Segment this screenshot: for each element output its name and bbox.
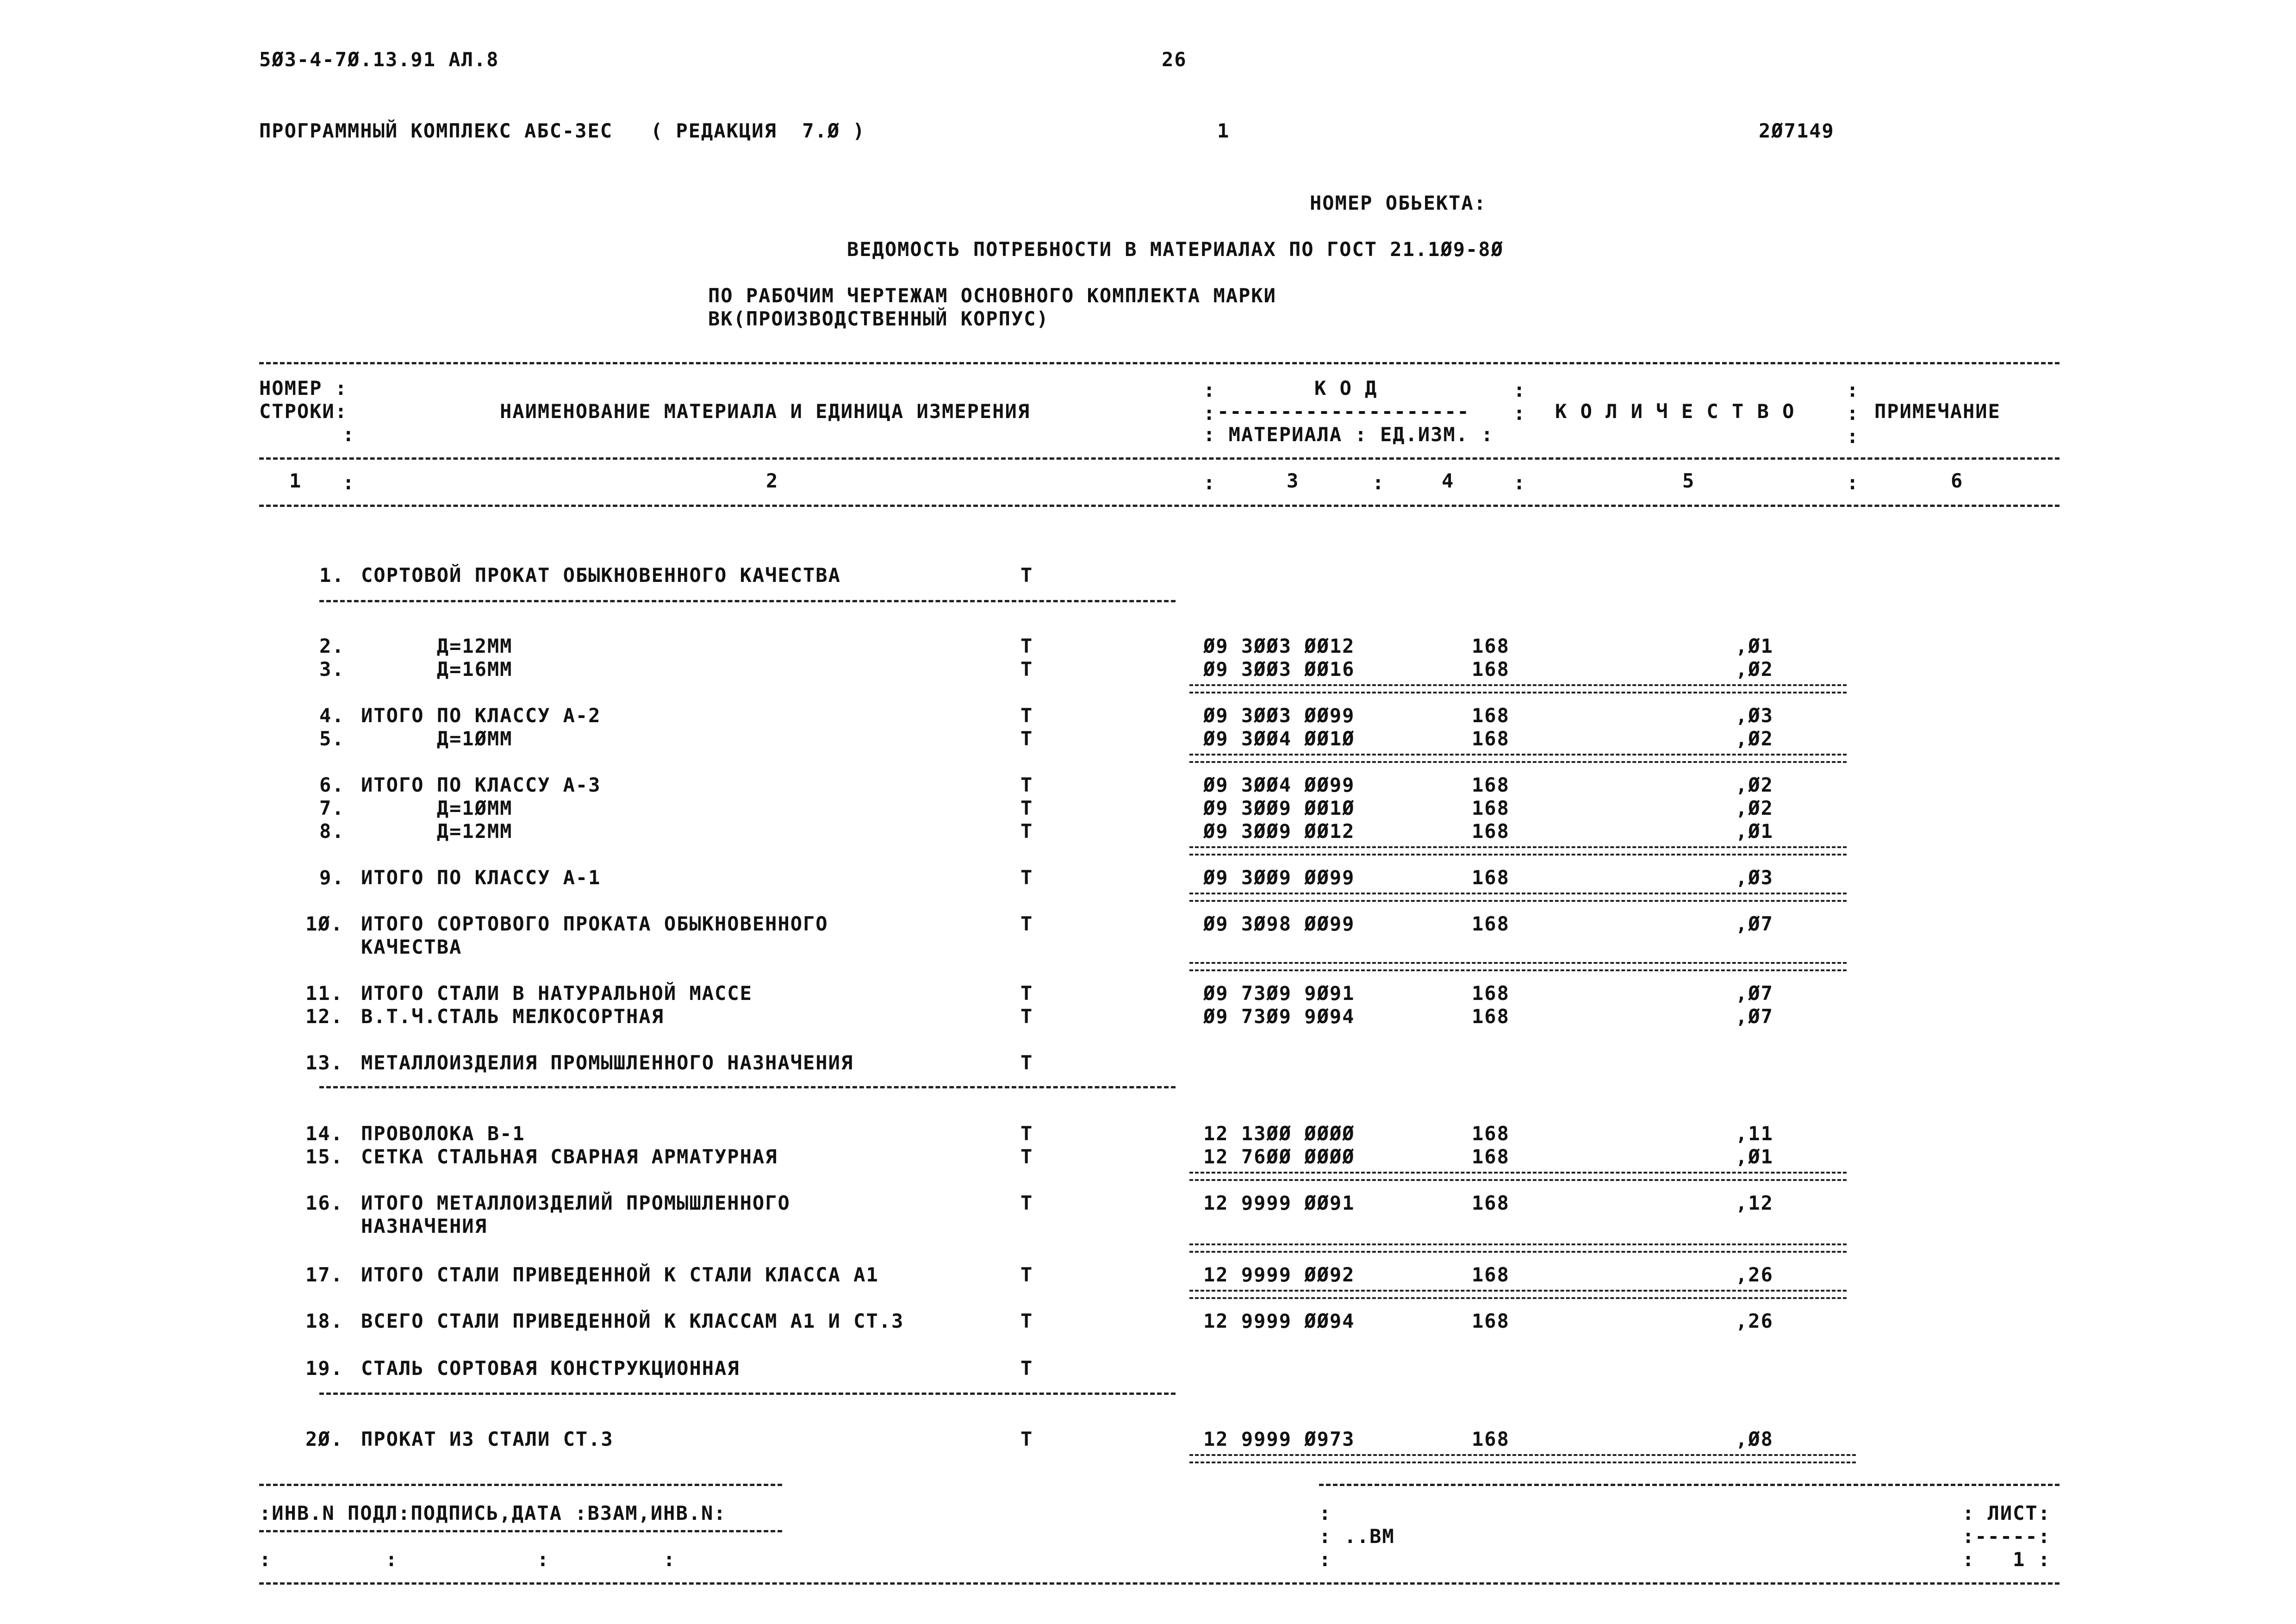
- quantity: ,11: [1736, 1122, 1773, 1145]
- row-number: 1Ø.: [305, 912, 343, 935]
- unit: Т: [1020, 1051, 1033, 1074]
- row-number: 16.: [305, 1192, 343, 1214]
- unit-code: 168: [1472, 1145, 1510, 1168]
- column-number-divider: :: [1203, 471, 1215, 494]
- column-number-divider: :: [1847, 471, 1859, 494]
- unit-code: 168: [1472, 1005, 1510, 1028]
- material-code: 12 9999 Ø973: [1203, 1428, 1355, 1450]
- column-number-divider: :: [342, 471, 355, 494]
- quantity: ,Ø7: [1736, 982, 1773, 1005]
- material-name: В.Т.Ч.СТАЛЬ МЕЛКОСОРТНАЯ: [361, 1005, 664, 1028]
- total-rule: [1189, 1290, 1847, 1299]
- unit-code: 168: [1472, 704, 1510, 727]
- column-number-3: 3: [1287, 469, 1300, 492]
- unit: Т: [1020, 635, 1033, 657]
- section-rule: [319, 600, 1176, 602]
- unit-code: 168: [1472, 1310, 1510, 1332]
- material-name: ИТОГО ПО КЛАССУ А-3: [361, 774, 601, 796]
- material-name: СЕТКА СТАЛЬНАЯ СВАРНАЯ АРМАТУРНАЯ: [361, 1145, 778, 1168]
- unit: Т: [1020, 1357, 1033, 1380]
- header-divider: :: [1847, 425, 1859, 448]
- header-divider: :: [1203, 402, 1215, 425]
- material-code: Ø9 3ØØ3 ØØ16: [1203, 658, 1355, 681]
- unit-code: 168: [1472, 912, 1510, 935]
- material-name: ПРОКАТ ИЗ СТАЛИ СТ.3: [361, 1428, 614, 1450]
- sheet-label: : ЛИСТ:: [1962, 1502, 2051, 1524]
- quantity: ,Ø2: [1736, 774, 1773, 796]
- column-number-divider: :: [1372, 471, 1384, 494]
- unit: Т: [1020, 1122, 1033, 1145]
- quantity-column-header: К О Л И Ч Е С Т В О: [1555, 400, 1795, 423]
- material-code: Ø9 3ØØ4 ØØ99: [1203, 774, 1355, 796]
- material-unit-header: : МАТЕРИАЛА : ЕД.ИЗМ. :: [1203, 423, 1494, 446]
- material-name: ИТОГО ПО КЛАССУ А-2: [361, 704, 601, 727]
- subtitle-line-2: ВК(ПРОИЗВОДСТВЕННЫЙ КОРПУС): [708, 307, 1049, 330]
- material-name: МЕТАЛЛОИЗДЕЛИЯ ПРОМЫШЛЕННОГО НАЗНАЧЕНИЯ: [361, 1051, 854, 1074]
- quantity: ,Ø7: [1736, 912, 1773, 935]
- unit: Т: [1020, 727, 1033, 750]
- quantity: ,Ø8: [1736, 1428, 1773, 1450]
- unit-code: 168: [1472, 1263, 1510, 1286]
- row-number: 15.: [305, 1145, 343, 1168]
- row-number: 17.: [305, 1263, 343, 1286]
- material-name: Д=12ММ: [361, 635, 513, 657]
- total-rule: [1189, 893, 1847, 902]
- unit: Т: [1020, 774, 1033, 796]
- material-code: Ø9 3ØØ9 ØØ1Ø: [1203, 797, 1355, 819]
- quantity: ,Ø2: [1736, 727, 1773, 750]
- section-rule: [319, 1393, 1176, 1395]
- quantity: ,Ø3: [1736, 866, 1773, 889]
- document-code: 5Ø3-4-7Ø.13.91 АЛ.8: [259, 48, 499, 71]
- column-number-5: 5: [1682, 469, 1695, 492]
- total-rule: [1189, 846, 1847, 856]
- material-name: ПРОВОЛОКА В-1: [361, 1122, 525, 1145]
- quantity: ,26: [1736, 1310, 1773, 1332]
- total-rule: [1189, 754, 1847, 763]
- unit-code: 168: [1472, 797, 1510, 819]
- material-name: СОРТОВОЙ ПРОКАТ ОБЫКНОВЕННОГО КАЧЕСТВА: [361, 564, 841, 587]
- stamp-divider: :: [1319, 1502, 1332, 1524]
- unit: Т: [1020, 1263, 1033, 1286]
- section-rule: [319, 1086, 1176, 1088]
- stamp-mid-rule-left: [259, 1530, 782, 1532]
- quantity: ,Ø2: [1736, 658, 1773, 681]
- object-number-label: НОМЕР ОБЬЕКТА:: [1310, 192, 1487, 214]
- row-number: 18.: [305, 1310, 343, 1332]
- header-rule: [259, 457, 2060, 460]
- stamp-top-rule-right: [1319, 1484, 2060, 1486]
- quantity: ,Ø1: [1736, 635, 1773, 657]
- unit: Т: [1020, 704, 1033, 727]
- page-number: 26: [1162, 48, 1187, 71]
- material-name: Д=12ММ: [361, 820, 513, 843]
- material-name: Д=1ØММ: [361, 727, 513, 750]
- material-code: 12 9999 ØØ94: [1203, 1310, 1355, 1332]
- column-number-1: 1: [289, 469, 302, 492]
- unit: Т: [1020, 797, 1033, 819]
- material-code: Ø9 3Ø98 ØØ99: [1203, 912, 1355, 935]
- material-code: Ø9 3ØØ3 ØØ12: [1203, 635, 1355, 657]
- unit: Т: [1020, 1428, 1033, 1450]
- material-name-continued: КАЧЕСТВА: [361, 936, 462, 958]
- unit: Т: [1020, 1145, 1033, 1168]
- unit-code: 168: [1472, 658, 1510, 681]
- quantity: ,Ø3: [1736, 704, 1773, 727]
- quantity: ,Ø7: [1736, 1005, 1773, 1028]
- material-code: Ø9 3ØØ3 ØØ99: [1203, 704, 1355, 727]
- column-number-divider: :: [1513, 471, 1525, 494]
- row-number: 12.: [305, 1005, 343, 1028]
- material-name: ВСЕГО СТАЛИ ПРИВЕДЕННОЙ К КЛАССАМ А1 И СТ.3: [361, 1310, 904, 1332]
- row-number: 3.: [319, 658, 345, 681]
- code-header-separator: --------------------: [1217, 400, 1470, 423]
- unit: Т: [1020, 1310, 1033, 1332]
- row-number: 7.: [319, 797, 345, 819]
- row-number-header-2: СТРОКИ:: [259, 400, 348, 423]
- unit-code: 168: [1472, 820, 1510, 843]
- total-rule: [1189, 684, 1847, 693]
- material-code: Ø9 3ØØ4 ØØ1Ø: [1203, 727, 1355, 750]
- total-rule: [1189, 1243, 1847, 1253]
- unit: Т: [1020, 1192, 1033, 1214]
- unit-code: 168: [1472, 727, 1510, 750]
- material-code: 12 9999 ØØ91: [1203, 1192, 1355, 1214]
- code-column-header: К О Д: [1314, 377, 1378, 400]
- total-rule: [1189, 1172, 1847, 1181]
- header-bottom-rule: [259, 505, 2060, 507]
- row-number: 2Ø.: [305, 1428, 343, 1450]
- material-name: ИТОГО СТАЛИ В НАТУРАЛЬНОЙ МАССЕ: [361, 982, 753, 1005]
- material-name: Д=1ØММ: [361, 797, 513, 819]
- material-code: Ø9 73Ø9 9Ø94: [1203, 1005, 1355, 1028]
- unit: Т: [1020, 820, 1033, 843]
- unit: Т: [1020, 982, 1033, 1005]
- header-divider: :: [1513, 402, 1525, 425]
- material-code: 12 76ØØ ØØØØ: [1203, 1145, 1355, 1168]
- program-name: ПРОГРАММНЫЙ КОМПЛЕКС АБС-3ЕС ( РЕДАКЦИЯ 7.Ø ): [259, 119, 865, 142]
- material-name: ИТОГО ПО КЛАССУ А-1: [361, 866, 601, 889]
- header-divider: :: [1847, 402, 1859, 425]
- name-column-header: НАИМЕНОВАНИЕ МАТЕРИАЛА И ЕДИНИЦА ИЗМЕРЕНИЯ: [500, 400, 1031, 423]
- unit: Т: [1020, 866, 1033, 889]
- subtitle-line-1: ПО РАБОЧИМ ЧЕРТЕЖАМ ОСНОВНОГО КОМПЛЕКТА МАРКИ: [708, 284, 1276, 307]
- row-number: 11.: [305, 982, 343, 1005]
- material-name: ИТОГО СТАЛИ ПРИВЕДЕННОЙ К СТАЛИ КЛАССА А1: [361, 1263, 879, 1286]
- quantity: ,26: [1736, 1263, 1773, 1286]
- page-bottom-rule: [259, 1582, 2060, 1585]
- row-number-header-3: :: [342, 423, 355, 446]
- stamp-top-rule-left: [259, 1484, 782, 1486]
- row-number: 9.: [319, 866, 345, 889]
- material-name: ИТОГО МЕТАЛЛОИЗДЕЛИЙ ПРОМЫШЛЕННОГО: [361, 1192, 790, 1214]
- row-number: 4.: [319, 704, 345, 727]
- material-code: Ø9 73Ø9 9Ø91: [1203, 982, 1355, 1005]
- unit-code: 168: [1472, 982, 1510, 1005]
- material-code: 12 13ØØ ØØØØ: [1203, 1122, 1355, 1145]
- column-number-6: 6: [1951, 469, 1964, 492]
- quantity: ,Ø1: [1736, 820, 1773, 843]
- stamp-code: : ..ВМ: [1319, 1525, 1395, 1548]
- material-code: Ø9 3ØØ9 ØØ12: [1203, 820, 1355, 843]
- row-number: 13.: [305, 1051, 343, 1074]
- quantity: ,12: [1736, 1192, 1773, 1214]
- sheet-separator: :-----:: [1962, 1525, 2051, 1548]
- row-number: 6.: [319, 774, 345, 796]
- row-number: 1.: [319, 564, 345, 587]
- total-rule: [1189, 962, 1847, 971]
- unit: Т: [1020, 912, 1033, 935]
- material-name: Д=16ММ: [361, 658, 513, 681]
- note-column-header: ПРИМЕЧАНИЕ: [1874, 400, 2001, 423]
- unit-code: 168: [1472, 635, 1510, 657]
- stamp-divider: :: [1319, 1548, 1332, 1571]
- material-name: ИТОГО СОРТОВОГО ПРОКАТА ОБЫКНОВЕННОГО: [361, 912, 828, 935]
- material-code: 12 9999 ØØ92: [1203, 1263, 1355, 1286]
- quantity: ,Ø2: [1736, 797, 1773, 819]
- row-number: 14.: [305, 1122, 343, 1145]
- row-number: 8.: [319, 820, 345, 843]
- row-number: 2.: [319, 635, 345, 657]
- unit-code: 168: [1472, 866, 1510, 889]
- unit-code: 168: [1472, 774, 1510, 796]
- unit: Т: [1020, 1005, 1033, 1028]
- unit: Т: [1020, 658, 1033, 681]
- stamp-cells: : : : :: [259, 1548, 676, 1571]
- sheet-number: : 1 :: [1962, 1548, 2051, 1571]
- header-divider: :: [1847, 379, 1859, 401]
- page-title: ВЕДОМОСТЬ ПОТРЕБНОСТИ В МАТЕРИАЛАХ ПО ГОСТ 21.1Ø9-8Ø: [847, 238, 1504, 261]
- stamp-labels: :ИНВ.N ПОДЛ:ПОДПИСЬ,ДАТА :ВЗАМ,ИНВ.N:: [259, 1502, 727, 1524]
- mark-number: 1: [1217, 119, 1230, 142]
- unit-code: 168: [1472, 1192, 1510, 1214]
- row-number: 19.: [305, 1357, 343, 1380]
- header-divider: :: [1203, 379, 1215, 401]
- unit: Т: [1020, 564, 1033, 587]
- column-number-4: 4: [1442, 469, 1455, 492]
- column-number-2: 2: [766, 469, 779, 492]
- header-divider: :: [1513, 379, 1525, 401]
- table-top-rule: [259, 362, 2060, 364]
- quantity: ,Ø1: [1736, 1145, 1773, 1168]
- unit-code: 168: [1472, 1428, 1510, 1450]
- material-name-continued: НАЗНАЧЕНИЯ: [361, 1215, 487, 1237]
- row-number-header-1: НОМЕР :: [259, 377, 348, 400]
- material-name: СТАЛЬ СОРТОВАЯ КОНСТРУКЦИОННАЯ: [361, 1357, 740, 1380]
- row-number: 5.: [319, 727, 345, 750]
- material-code: Ø9 3ØØ9 ØØ99: [1203, 866, 1355, 889]
- total-rule: [1189, 1454, 1856, 1463]
- unit-code: 168: [1472, 1122, 1510, 1145]
- document-number: 2Ø7149: [1759, 119, 1835, 142]
